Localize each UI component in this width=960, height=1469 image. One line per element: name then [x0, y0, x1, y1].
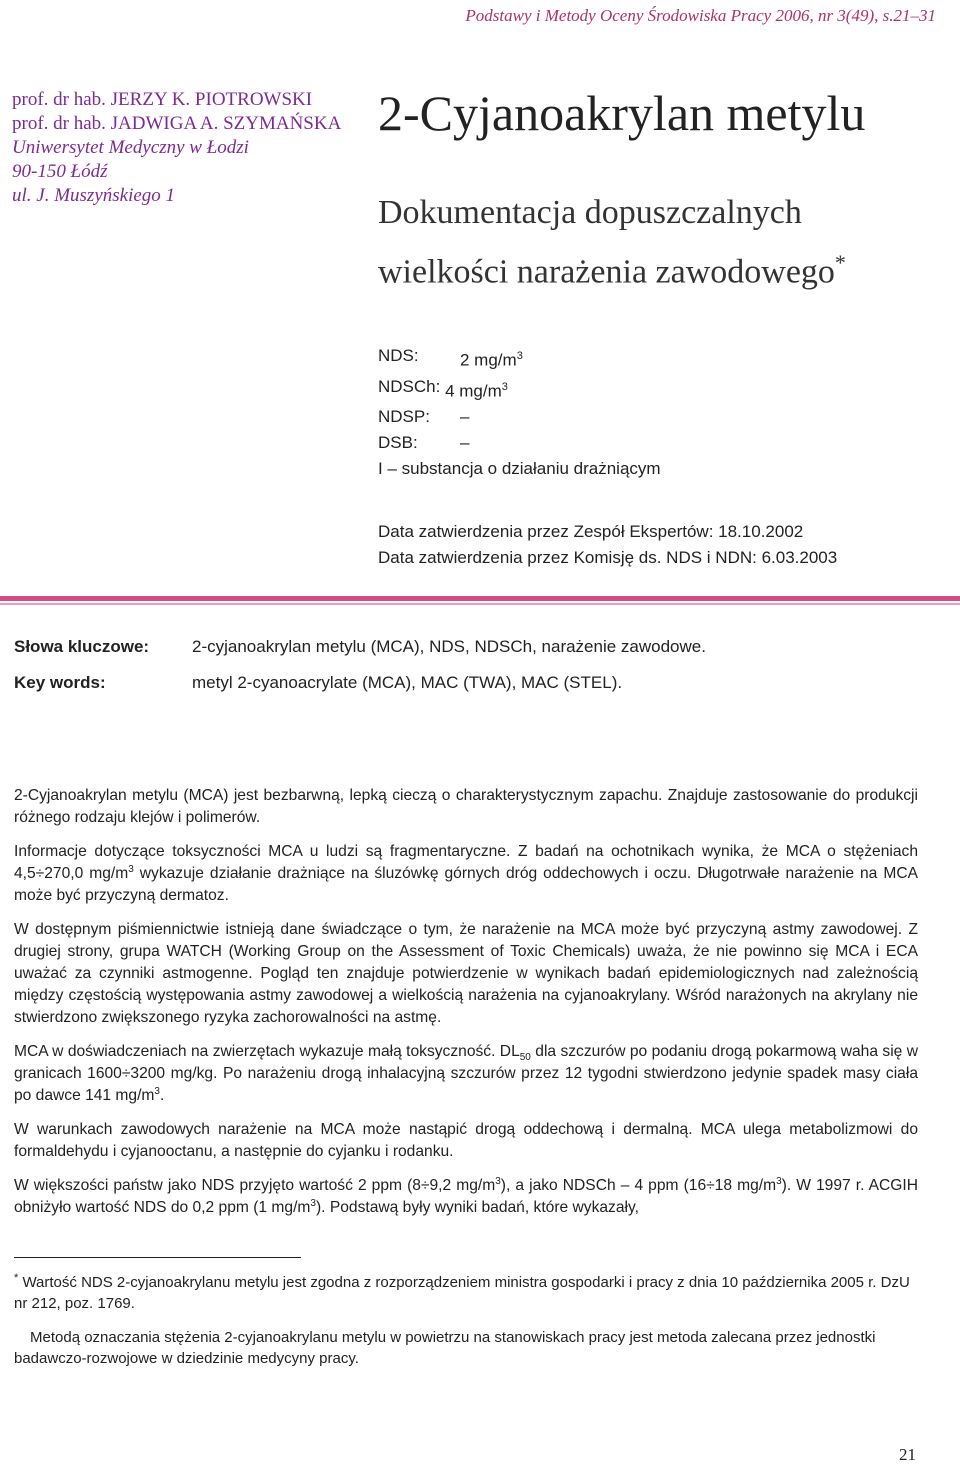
- ndsch-row: [378, 374, 661, 405]
- paragraph-6: W większości państw jako NDS przyjęto wartość 2 ppm (8÷9,2 $mg/m^3$), a jako NDSCh – 4 ppm (16÷18 $mg/m^3$). W 1997 r. ACGIH obniżyło wartość NDS do 0,2 ppm (1 $mg/m^3$). Podstawą były wyniki badań, które wykazały,: [14, 1175, 919, 1216]
- paragraph-5: W warunkach zawodowych narażenie na MCA może nastąpić drogą oddechową i dermalną. MCA ulega metabolizmowi do formaldehydu i cyjanooctanu, a następnie do cyjanku i rodanku.: [14, 1121, 918, 1160]
- footnotes: [14, 1268, 918, 1382]
- paragraph-2: Informacje dotyczące toksyczności MCA u ludzi są fragmentaryczne. Z badań na ochotnikach wynika, że MCA o stężeniach 4,5÷270,0 $mg/m^3$ wykazuje działanie drażniące na śluzówkę górnych dróg oddechowych i oczu. Długotrwałe narażenie na MCA może być przyczyną dermatoz.: [14, 843, 918, 904]
- ndsp-label: NDSP:: [378, 407, 430, 427]
- footnote-2: Metodą oznaczania stężenia 2-cyjanoakrylanu metylu w powietrzu na stanowiskach pracy jest metoda zalecana przez jednostki badawczo-rozwojowe w dziedzinie medycyny pracy.: [14, 1329, 876, 1367]
- class-label: I: [378, 459, 383, 479]
- nds-value: 2 $mg/m^3$: [460, 350, 523, 370]
- dsb-label: DSB:: [378, 433, 418, 453]
- paragraph-3: W dostępnym piśmiennictwie istnieją dane świadczące o tym, że narażenie na MCA może być przyczyną astmy zawodowej. Z drugiej strony, grupa WATCH (Working Group on the Assessment of Toxic Chemicals) uważa, że nie powinno się MCA i ECA uważać za czynniki astmogenne. Pogląd ten znajduje potwierdzenie w wynikach badań epidemiologicznych nad zależnością między częstością występowania astmy zawodowej a wielkością narażenia na cyjanoakrylany. Wśród narażonych na akrylany nie stwierdzono zwiększonego ryzyka zachorowalności na astmę.: [14, 921, 918, 1026]
- document-title: 2-Cyjanoakrylan metylu: [378, 85, 866, 141]
- section-divider-thin: [0, 603, 960, 605]
- keywords-block: [14, 629, 706, 701]
- subtitle-line-1: Dokumentacja dopuszczalnych: [378, 194, 802, 231]
- journal-header: Podstawy i Metody Oceny Środowiska Pracy 2006, nr 3(49), s.21–31: [465, 6, 936, 25]
- experts-approval: Data zatwierdzenia przez Zespół Ekspertów: 18.10.2002: [378, 522, 804, 541]
- nds-label: NDS:: [378, 346, 419, 365]
- summary-text: [14, 785, 918, 1231]
- keywords-pl-row: [14, 629, 706, 665]
- paragraph-1: 2-Cyjanoakrylan metylu (MCA) jest bezbarwną, lepką cieczą o charakterystycznym zapachu. Znajduje zastosowanie do produkcji różnego rodzaju klejów i polimerów.: [14, 787, 918, 826]
- page-number: 21: [899, 1445, 916, 1464]
- class-row: [378, 456, 661, 482]
- approval-dates: [378, 519, 837, 571]
- keywords-en-label: Key words:: [14, 673, 106, 692]
- ndsch-label: NDSCh:: [378, 376, 441, 396]
- paragraph-4: MCA w doświadczeniach na zwierzętach wykazuje małą toksyczność. $DL_{50}$ dla szczurów po podaniu drogą pokarmową waha się w granicach 1600÷3200 mg/kg. Po narażeniu drogą inhalacyjną szczurów przez 12 tygodni stwierdzono jedynie spadek masy ciała po dawce 141 $mg/m^3$.: [14, 1043, 918, 1104]
- commission-approval: Data zatwierdzenia przez Komisję ds. NDS i NDN: 6.03.2003: [378, 548, 838, 567]
- footnote-1: * Wartość NDS 2-cyjanoakrylanu metylu jest zgodna z rozporządzeniem ministra gospodarki i pracy z dnia 10 października 2005 r. DzU nr 212, poz. 1769.: [14, 1272, 910, 1312]
- document-subtitle: [378, 188, 846, 297]
- author-2: prof. dr hab. JADWIGA A. SZYMAŃSKA: [12, 113, 342, 134]
- author-1: prof. dr hab. JERZY K. PIOTROWSKI: [12, 89, 313, 110]
- street-address: ul. J. Muszyńskiego 1: [12, 185, 176, 206]
- footnote-divider: [14, 1257, 301, 1258]
- keywords-en-row: [14, 665, 706, 701]
- subtitle-line-2-text: wielkości narażenia zawodowego: [378, 253, 835, 291]
- postal-code: 90-150 Łódź: [12, 161, 108, 182]
- ndsp-value: –: [460, 407, 470, 427]
- author-block: [12, 88, 341, 208]
- nds-row: [378, 343, 661, 374]
- footnote-marker: *: [834, 250, 846, 275]
- ndsch-value: 4 $mg/m^3$: [445, 380, 508, 401]
- ndsp-row: [378, 404, 661, 430]
- affiliation: Uniwersytet Medyczny w Łodzi: [12, 137, 249, 158]
- exposure-limits: [378, 343, 661, 482]
- keywords-en-value: metyl 2-cyanoacrylate (MCA), MAC (TWA), MAC (STEL).: [192, 673, 623, 692]
- keywords-pl-value: 2-cyjanoakrylan metylu (MCA), NDS, NDSCh, narażenie zawodowe.: [192, 637, 706, 656]
- keywords-pl-label: Słowa kluczowe:: [14, 637, 150, 656]
- subtitle-line-2: [378, 238, 846, 297]
- section-divider: [0, 596, 960, 601]
- class-value: – substancja o działaniu drażniącym: [387, 459, 661, 479]
- dsb-value: –: [460, 433, 470, 453]
- dsb-row: [378, 430, 661, 456]
